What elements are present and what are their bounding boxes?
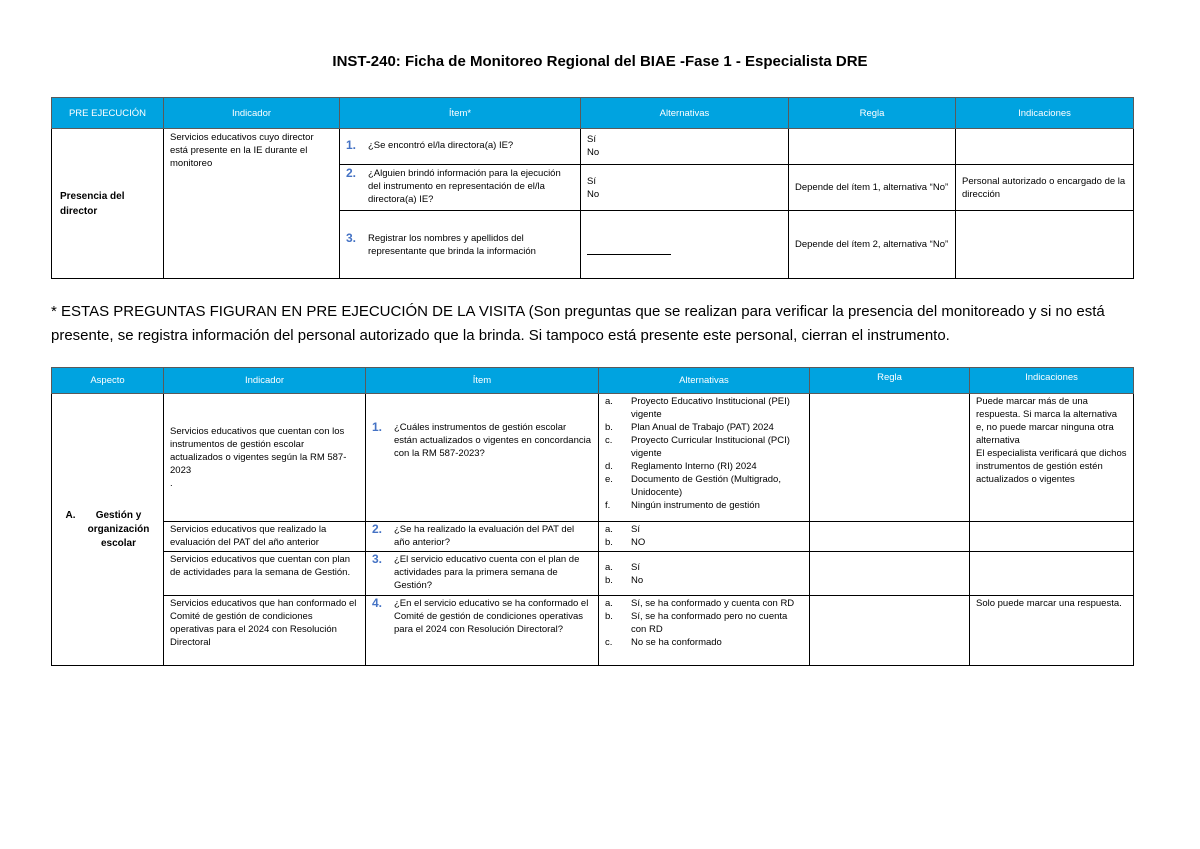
- item-text: ¿En el servicio educativo se ha conformado el Comité de gestión de condiciones operativas para el 2024 con Resolución Directoral?: [394, 598, 589, 635]
- aspect-cell: Presencia del director: [52, 129, 164, 279]
- item-number: 3.: [372, 552, 383, 566]
- alternative: e. Documento de Gestión (Multigrado, Unidocente): [605, 474, 781, 498]
- item-number: 4.: [372, 596, 383, 610]
- alternative: a. Proyecto Educativo Institucional (PEI) vigente: [605, 396, 790, 420]
- alternative: Sí: [587, 134, 596, 145]
- alternative: c. No se ha conformado: [605, 637, 722, 648]
- item-text: ¿Cuáles instrumentos de gestión escolar están actualizados o vigentes en concordancia con la RM 587-2023?: [394, 422, 591, 459]
- item-cell: [366, 596, 599, 666]
- item-cell: [340, 165, 581, 211]
- item-cell: [366, 552, 599, 596]
- rule-cell: Depende del ítem 2, alternativa “No”: [789, 211, 956, 279]
- notes-cell: Puede marcar más de una respuesta. Si marca la alternativa e, no puede marcar ninguna otra alternativa El especialista verificará que dichos instrumentos de gestión estén actualizados o vigentes: [970, 394, 1134, 522]
- rule-cell: Depende del ítem 1, alternativa “No”: [789, 165, 956, 211]
- aspect-label: Gestión y organización escolar: [87, 509, 150, 549]
- item-text: ¿Alguien brindó información para la ejecución del instrumento en representación de el/la directora(a) IE?: [368, 168, 561, 205]
- column-header: Ítem*: [340, 98, 581, 129]
- alternatives-cell: [581, 211, 789, 279]
- alternatives-cell: [599, 552, 810, 596]
- pre-execution-table: [51, 97, 1134, 279]
- notes-cell: [970, 522, 1134, 552]
- rule-cell: [810, 552, 970, 596]
- alternatives-cell: [581, 165, 789, 211]
- column-header: PRE EJECUCIÓN: [52, 98, 164, 129]
- answer-blank-line: [587, 243, 671, 255]
- pre-execution-note: * ESTAS PREGUNTAS FIGURAN EN PRE EJECUCIÓN DE LA VISITA (Son preguntas que se realizan para verificar la presencia del monitoreado y si no está presente, se registra información del personal autorizado que la brinda. Si tampoco está presente este personal, cierran el instrumento.: [51, 303, 1105, 344]
- column-header: Indicador: [164, 98, 340, 129]
- column-header: Ítem: [366, 368, 599, 394]
- item-cell: [340, 129, 581, 165]
- column-header: Alternativas: [581, 98, 789, 129]
- alternative: b. Sí, se ha conformado pero no cuenta con RD: [605, 611, 788, 635]
- table-header-row: [52, 98, 1134, 129]
- item-number: 2.: [372, 522, 383, 536]
- item-number: 3.: [346, 230, 357, 245]
- indicator-extra: .: [170, 478, 173, 489]
- rule-cell: [810, 522, 970, 552]
- table-row: [52, 552, 1134, 596]
- alternative: b. Plan Anual de Trabajo (PAT) 2024: [605, 422, 774, 433]
- alternative: c. Proyecto Curricular Institucional (PCI) vigente: [605, 435, 790, 459]
- aspect-cell: [52, 394, 164, 666]
- column-header: Indicaciones: [970, 368, 1134, 394]
- indicator-cell: [164, 394, 366, 522]
- notes-cell: [956, 211, 1134, 279]
- rule-cell: [789, 129, 956, 165]
- school-management-table: [51, 367, 1134, 666]
- table-row: [52, 522, 1134, 552]
- item-cell: [340, 211, 581, 279]
- table-row: [52, 394, 1134, 522]
- item-text: Registrar los nombres y apellidos del representante que brinda la información: [368, 232, 536, 257]
- indicator-cell: Servicios educativos cuyo director está presente en la IE durante el monitoreo: [164, 129, 340, 279]
- item-cell: [366, 522, 599, 552]
- column-header: Indicador: [164, 368, 366, 394]
- alternative: No: [587, 147, 600, 158]
- alternatives-cell: [599, 522, 810, 552]
- item-text: ¿Se ha realizado la evaluación del PAT del año anterior?: [394, 524, 575, 548]
- alternatives-cell: [599, 394, 810, 522]
- notes-cell: Personal autorizado o encargado de la dirección: [956, 165, 1134, 211]
- indicator-cell: Servicios educativos que realizado la evaluación del PAT del año anterior: [164, 522, 366, 552]
- item-text: ¿Se encontró el/la directora(a) IE?: [368, 140, 514, 151]
- table-row: [52, 129, 1134, 165]
- alternative: a. Sí, se ha conformado y cuenta con RD: [605, 598, 795, 609]
- aspect-letter: A.: [65, 509, 76, 521]
- table-row: [52, 596, 1134, 666]
- column-header: Indicaciones: [956, 98, 1134, 129]
- alternative: a. Sí: [605, 524, 640, 535]
- column-header: Regla: [810, 368, 970, 394]
- rule-cell: [810, 596, 970, 666]
- item-cell: [366, 394, 599, 522]
- rule-cell: [810, 394, 970, 522]
- column-header: Aspecto: [52, 368, 164, 394]
- alternative: b. No: [605, 574, 644, 586]
- notes-cell: [956, 129, 1134, 165]
- item-number: 2.: [346, 166, 357, 180]
- alternatives-cell: [581, 129, 789, 165]
- item-number: 1.: [372, 420, 383, 434]
- column-header: Regla: [789, 98, 956, 129]
- item-text: ¿El servicio educativo cuenta con el plan de actividades para la primera semana de Gestión?: [394, 554, 580, 591]
- indicator-cell: Servicios educativos que cuentan con plan de actividades para la semana de Gestión.: [164, 552, 366, 596]
- alternative: d. Reglamento Interno (RI) 2024: [605, 461, 757, 472]
- alternative: b. NO: [605, 537, 646, 548]
- alternative: Sí: [587, 175, 596, 187]
- alternative: f. Ningún instrumento de gestión: [605, 500, 760, 511]
- alternative: a. Sí: [605, 561, 640, 573]
- notes-cell: Solo puede marcar una respuesta.: [970, 596, 1134, 666]
- notes-cell: [970, 552, 1134, 596]
- item-number: 1.: [346, 138, 357, 152]
- column-header: Alternativas: [599, 368, 810, 394]
- document-title: INST-240: Ficha de Monitoreo Regional del BIAE -Fase 1 - Especialista DRE: [332, 53, 868, 70]
- alternatives-cell: [599, 596, 810, 666]
- indicator-cell: Servicios educativos que han conformado el Comité de gestión de condiciones operativas para el 2024 con Resolución Directoral: [164, 596, 366, 666]
- alternative: No: [587, 188, 600, 200]
- table-header-row: [52, 368, 1134, 394]
- indicator-text: Servicios educativos que cuentan con los instrumentos de gestión escolar actualizados o vigentes según la RM 587-2023: [170, 426, 347, 476]
